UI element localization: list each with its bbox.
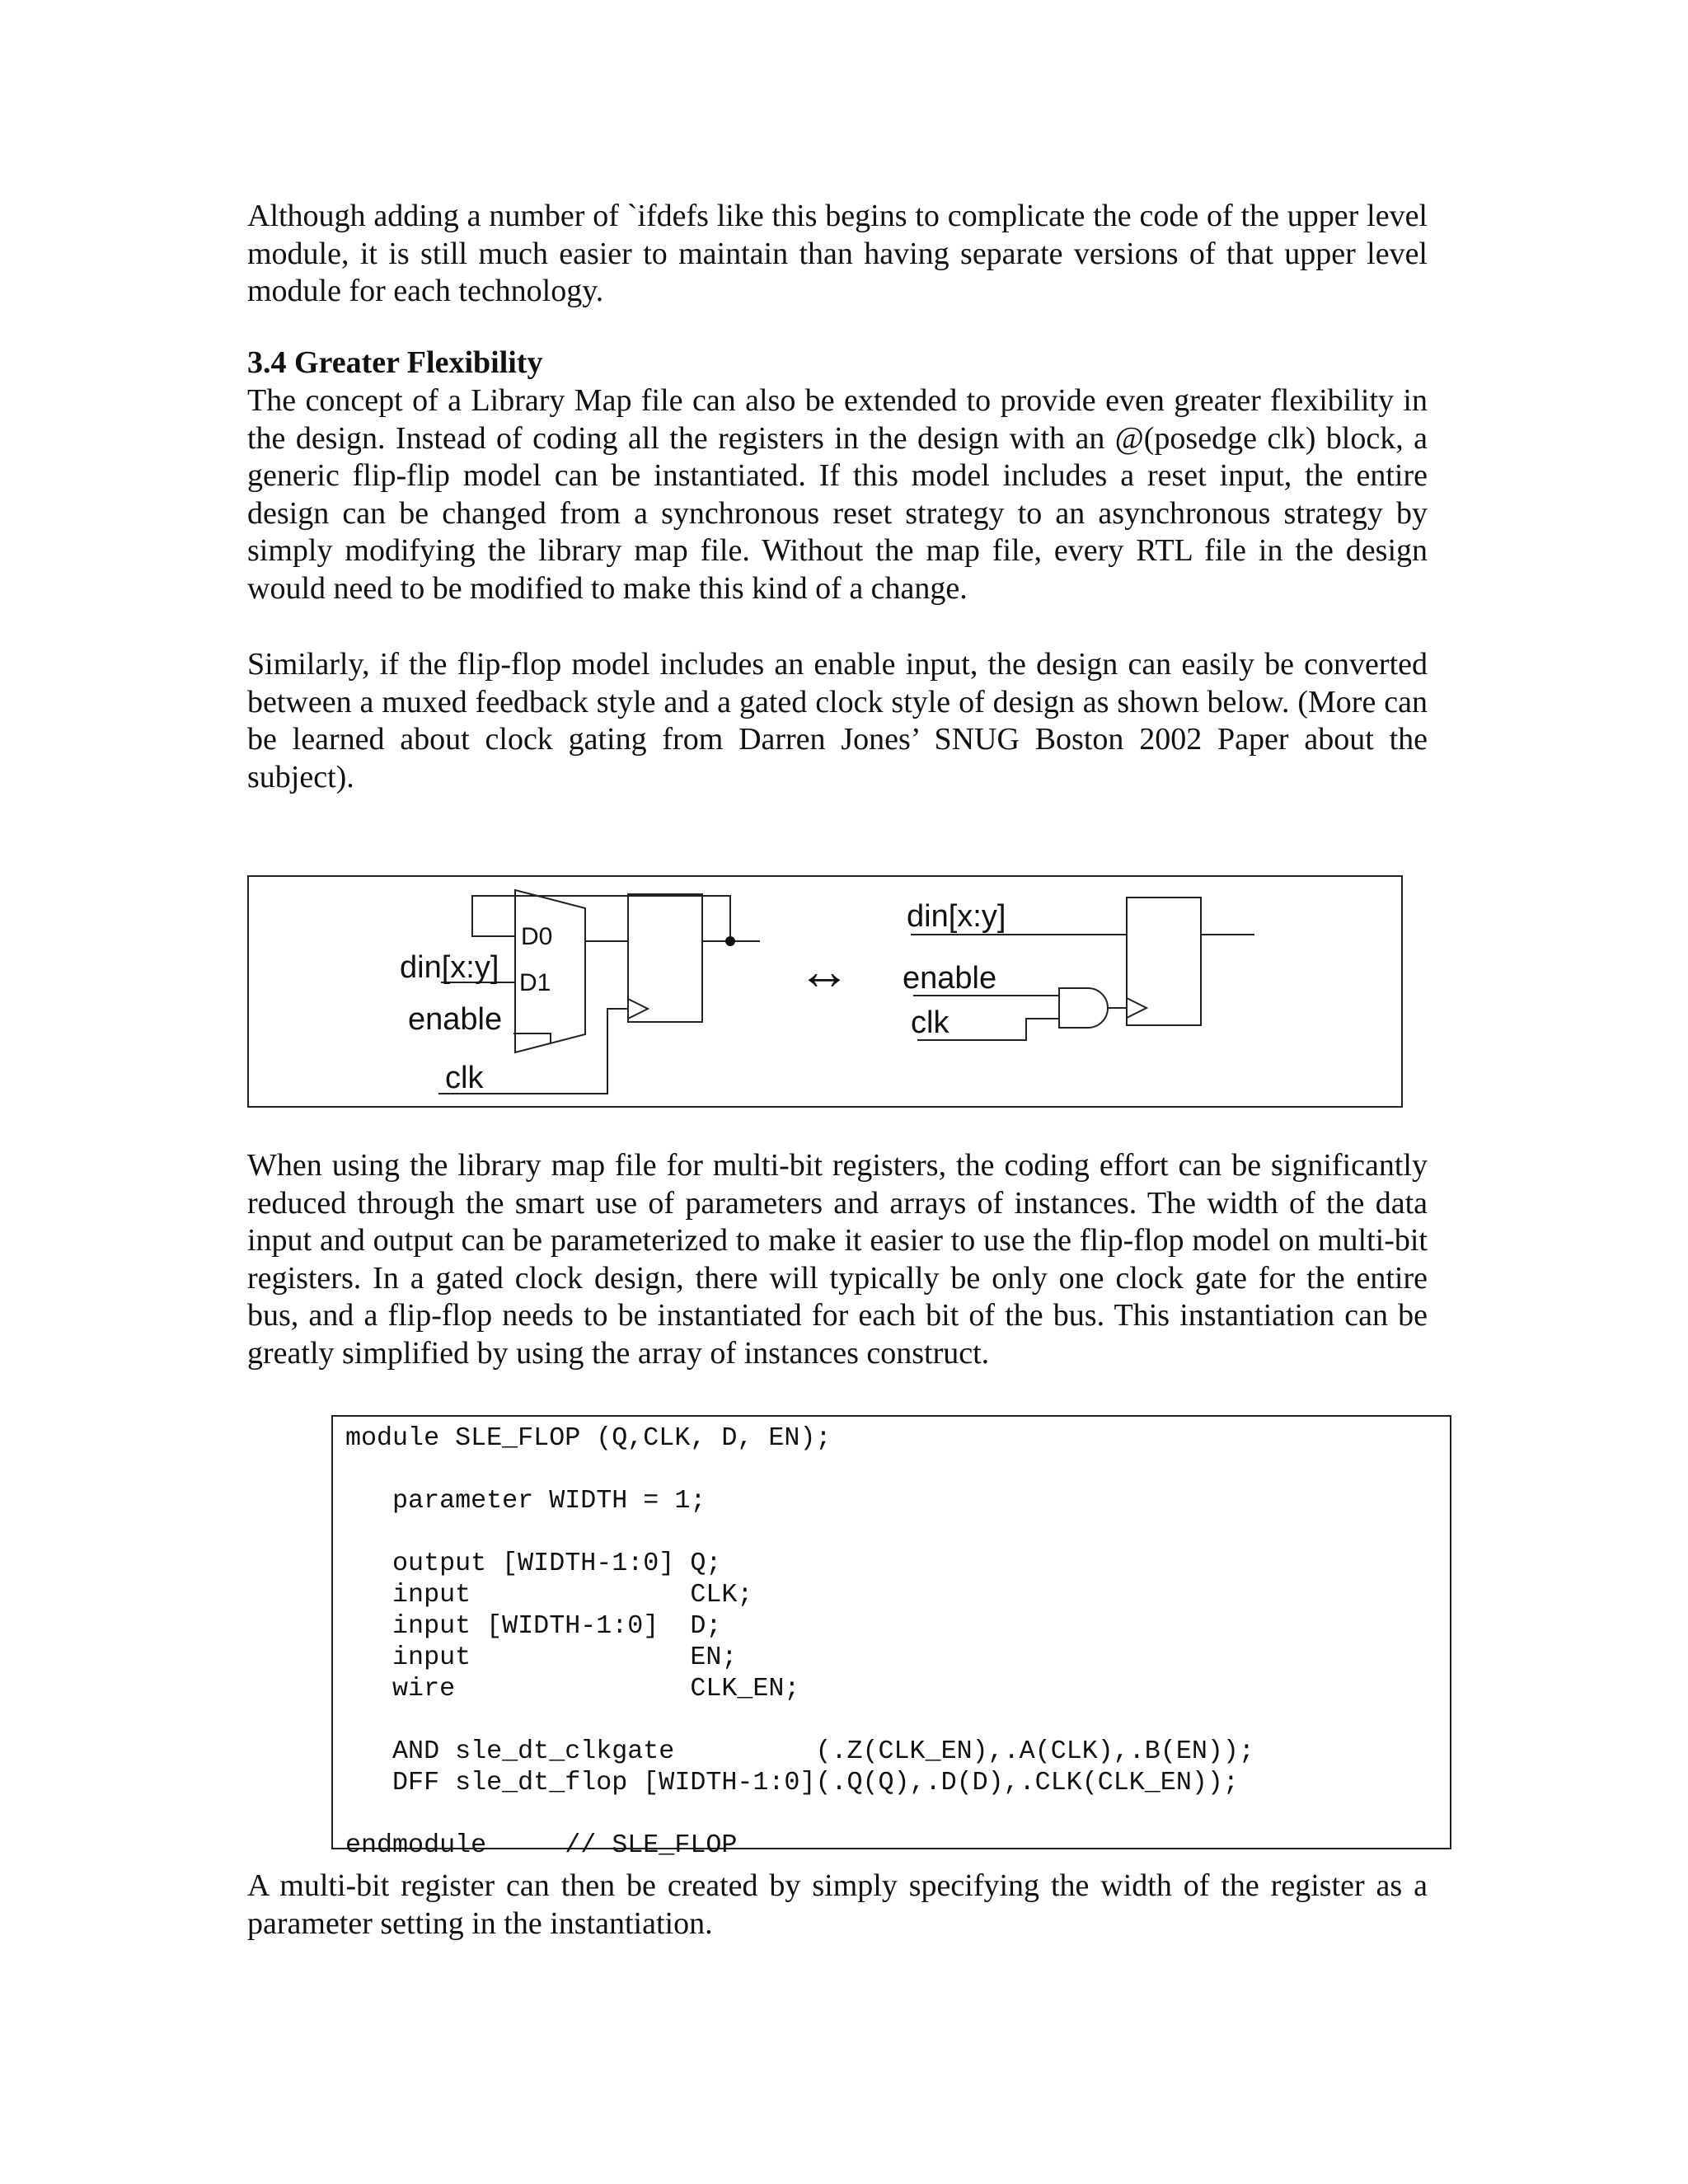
clock-gating-diagram	[247, 875, 1403, 1108]
right-flip-flop	[1127, 898, 1201, 1025]
paragraph-multi-bit: When using the library map file for multi-bit registers, the coding effort can be significantly reduced through the smart use of parameters and arrays of instances. The width of the data input and output can be parameterized to make it easier to use the flip-flop model on multi-bit registers. In a gated clock design, there will typically be only one clock gate for the entire bus, and a flip-flop needs to be instantiated for each bit of the bus. This instantiation can be greatly simplified by using the array of instances construct.	[247, 1148, 1428, 1371]
feedback-junction-dot	[725, 936, 735, 946]
paragraph-flexibility: The concept of a Library Map file can also be extended to provide even greater flexibility in the design. Instead of coding all the registers in the design with an @(posedge clk) block, a generic flip-flip model can be instantiated. If this model includes a reset input, the entire design can be changed from a synchronous reset strategy to an asynchronous strategy by simply modifying the library map file. Without the map file, every RTL file in the design would need to be modified to make this kind of a change.	[247, 383, 1428, 606]
code-block	[345, 1422, 1254, 1861]
code-line: input [WIDTH-1:0] D;	[345, 1611, 722, 1641]
and-gate	[1059, 988, 1108, 1028]
code-line: parameter WIDTH = 1;	[345, 1486, 706, 1516]
right-din-label: din[x:y]	[907, 899, 1006, 934]
code-line: module SLE_FLOP (Q,CLK, D, EN);	[345, 1423, 832, 1453]
code-line: endmodule // SLE_FLOP	[345, 1830, 738, 1860]
code-line: output [WIDTH-1:0] Q;	[345, 1549, 722, 1578]
code-line: input EN;	[345, 1643, 738, 1672]
left-clk-label: clk	[445, 1061, 484, 1095]
paragraph-intro: Although adding a number of `ifdefs like this begins to complicate the code of the upper level module, it is still much easier to maintain than having separate versions of that upper level module for each technology.	[247, 199, 1428, 308]
left-flip-flop	[628, 894, 702, 1022]
left-enable-label: enable	[408, 1002, 503, 1037]
code-line: DFF sle_dt_flop [WIDTH-1:0](.Q(Q),.D(D),.CLK(CLK_EN));	[345, 1768, 1239, 1797]
left-din-label: din[x:y]	[400, 950, 499, 985]
mux-d0-label: D0	[521, 923, 553, 950]
code-line: AND sle_dt_clkgate (.Z(CLK_EN),.A(CLK),.B(EN));	[345, 1736, 1254, 1766]
paragraph-enable-input: Similarly, if the flip-flop model includes an enable input, the design can easily be converted between a muxed feedback style and a gated clock style of design as shown below. (More can be learned about clock gating from Darren Jones’ SNUG Boston 2002 Paper about the subject).	[247, 647, 1428, 794]
paragraph-conclusion: A multi-bit register can then be created by simply specifying the width of the register as a parameter setting in the instantiation.	[247, 1868, 1428, 1941]
mux-d1-label: D1	[519, 969, 551, 996]
section-heading: 3.4 Greater Flexibility	[247, 345, 543, 380]
mux-feedback-circuit	[438, 890, 760, 1094]
clock-gating-figure	[247, 875, 1403, 1108]
code-listing	[331, 1415, 1451, 1860]
right-enable-label: enable	[903, 961, 997, 996]
equivalence-arrow-icon: ↔	[798, 941, 851, 1001]
right-clk-label: clk	[911, 1005, 950, 1040]
code-line: wire CLK_EN;	[345, 1674, 800, 1704]
code-line: input CLK;	[345, 1580, 753, 1610]
